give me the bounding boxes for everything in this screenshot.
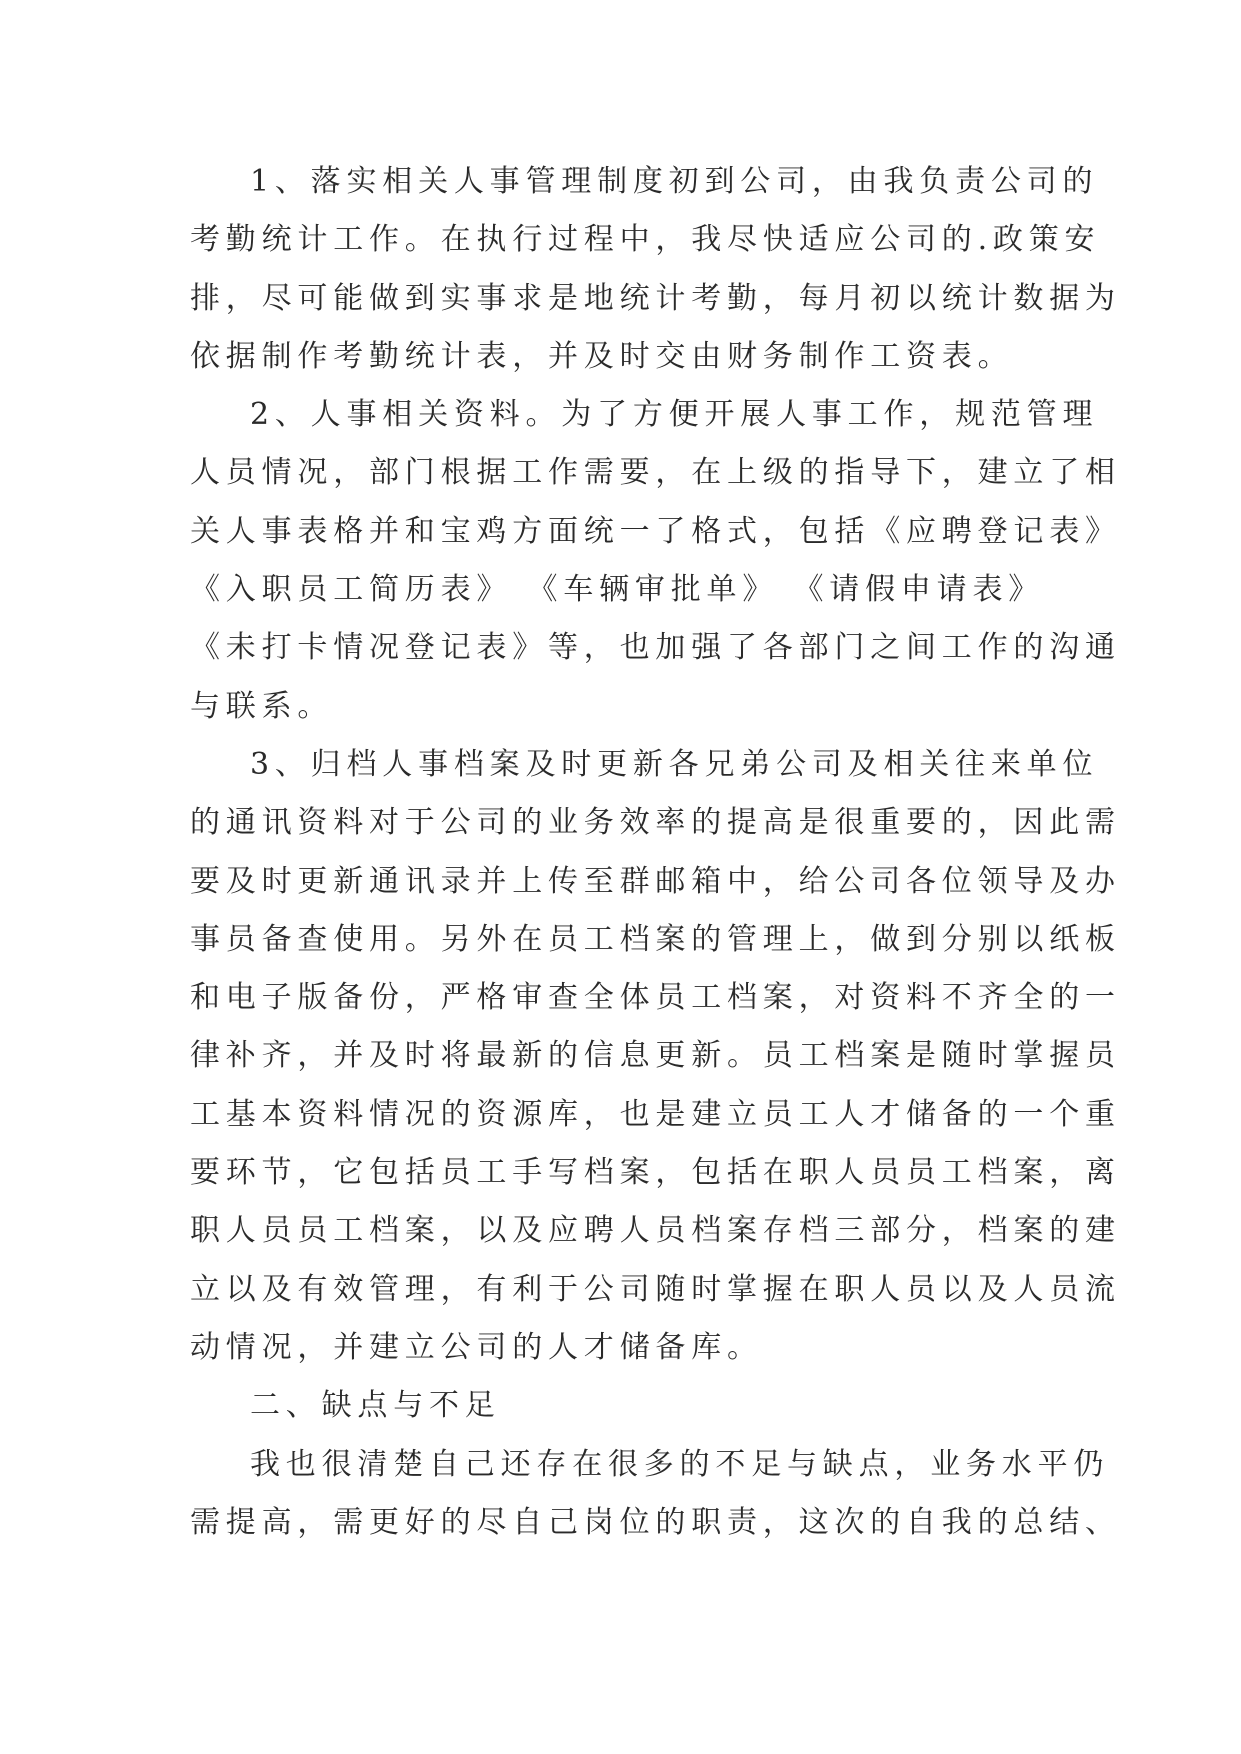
body-text	[190, 153, 1121, 1552]
paragraph-line: 的通讯资料对于公司的业务效率的提高是很重要的，因此需	[190, 805, 1121, 841]
paragraph-line: 《入职员工简历表》 《车辆审批单》 《请假申请表》	[190, 572, 1045, 608]
paragraph-line: 动情况，并建立公司的人才储备库。	[190, 1329, 763, 1365]
paragraph-line: 考勤统计工作。在执行过程中，我尽快适应公司的.政策安	[190, 222, 1101, 258]
paragraph-line: 要环节，它包括员工手写档案，包括在职人员员工档案，离	[190, 1155, 1121, 1191]
paragraph-line: 人员情况，部门根据工作需要，在上级的指导下，建立了相	[190, 455, 1121, 491]
paragraph-line: 需提高，需更好的尽自己岗位的职责，这次的自我的总结、	[190, 1504, 1121, 1540]
paragraph-line: 排，尽可能做到实事求是地统计考勤，每月初以统计数据为	[190, 280, 1121, 316]
section-heading: 二、缺点与不足	[250, 1388, 501, 1424]
paragraph-line: 要及时更新通讯录并上传至群邮箱中，给公司各位领导及办	[190, 863, 1121, 899]
paragraph-line: 3、归档人事档案及时更新各兄弟公司及相关往来单位	[250, 746, 1099, 782]
paragraph-line: 工基本资料情况的资源库，也是建立员工人才储备的一个重	[190, 1096, 1121, 1132]
paragraph-line: 关人事表格并和宝鸡方面统一了格式，包括《应聘登记表》	[190, 513, 1121, 549]
paragraph-line: 我也很清楚自己还存在很多的不足与缺点，业务水平仍	[250, 1446, 1110, 1482]
paragraph-line: 事员备查使用。另外在员工档案的管理上，做到分别以纸板	[190, 921, 1121, 957]
paragraph-line: 2、人事相关资料。为了方便开展人事工作，规范管理	[250, 397, 1099, 433]
paragraph-line: 依据制作考勤统计表，并及时交由财务制作工资表。	[190, 338, 1014, 374]
paragraph-line: 律补齐，并及时将最新的信息更新。员工档案是随时掌握员	[190, 1038, 1121, 1074]
paragraph-line: 职人员员工档案，以及应聘人员档案存档三部分，档案的建	[190, 1213, 1121, 1249]
paragraph-line: 立以及有效管理，有利于公司随时掌握在职人员以及人员流	[190, 1271, 1121, 1307]
paragraph-line: 《未打卡情况登记表》等，也加强了各部门之间工作的沟通	[190, 630, 1121, 666]
paragraph-line: 1、落实相关人事管理制度初到公司，由我负责公司的	[250, 164, 1099, 199]
paragraph-line: 与联系。	[190, 688, 334, 724]
paragraph-line: 和电子版备份，严格审查全体员工档案，对资料不齐全的一	[190, 980, 1121, 1016]
